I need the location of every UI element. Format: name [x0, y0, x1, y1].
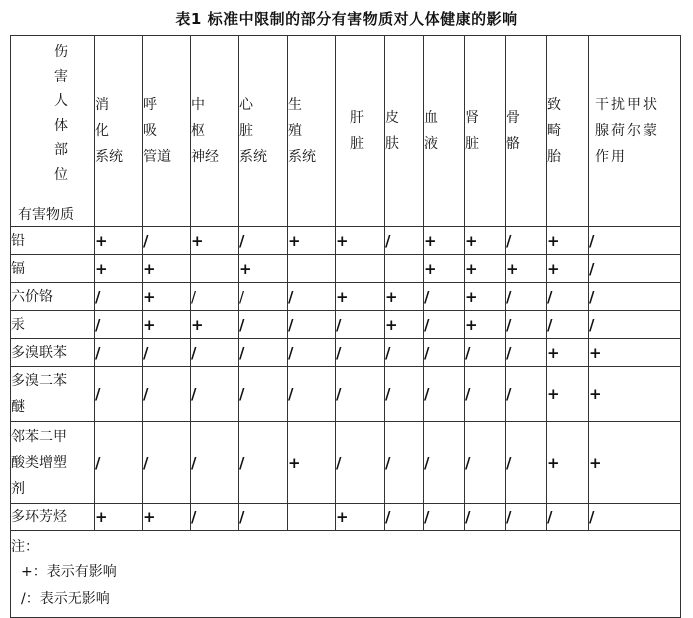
effect-cell: / [191, 422, 239, 504]
column-header-line: 神经 [191, 149, 219, 165]
column-header-line: 血 [424, 110, 438, 126]
column-header-line: 系统 [95, 149, 123, 165]
table-row [11, 504, 681, 531]
effect-cell: / [424, 339, 465, 367]
effect-cell: / [95, 283, 143, 311]
effect-cell: + [239, 255, 288, 283]
effect-cell: + [547, 367, 589, 422]
effect-cell: + [95, 504, 143, 531]
effect-cell: + [143, 283, 191, 311]
effect-cell: / [239, 422, 288, 504]
column-header-line: 脏 [465, 136, 479, 152]
effect-cell: + [143, 504, 191, 531]
table-row [11, 339, 681, 367]
notes-cell [11, 531, 681, 618]
column-header-line: 胎 [547, 149, 561, 165]
effect-cell: / [191, 283, 239, 311]
header-corner-cell [11, 36, 95, 227]
effect-cell: + [465, 227, 506, 255]
effect-cell: + [288, 422, 336, 504]
column-header-line: 心 [239, 97, 253, 113]
substance-name [11, 311, 95, 339]
effect-cell: + [385, 311, 424, 339]
column-header [465, 36, 506, 227]
effect-cell: / [239, 339, 288, 367]
effect-cell: / [191, 504, 239, 531]
column-header-line: 作用 [595, 149, 627, 165]
column-header [288, 36, 336, 227]
effect-cell: / [239, 227, 288, 255]
effect-cell: / [465, 504, 506, 531]
effect-cell: + [424, 227, 465, 255]
corner-body-part-label [50, 40, 72, 188]
column-header-line: 肤 [385, 136, 399, 152]
corner-substance-label: 有害物质 [18, 207, 74, 223]
table-row [11, 367, 681, 422]
effect-cell: / [589, 311, 681, 339]
effect-cell: + [547, 227, 589, 255]
effect-cell: / [385, 367, 424, 422]
effect-cell: / [506, 504, 547, 531]
substance-name-line: 醚 [11, 399, 25, 415]
column-header-line: 吸 [143, 123, 157, 139]
effect-cell: + [191, 311, 239, 339]
effect-cell: / [336, 367, 385, 422]
substance-name [11, 504, 95, 531]
effect-cell: + [589, 422, 681, 504]
effect-cell: / [589, 504, 681, 531]
column-header [143, 36, 191, 227]
substance-name [11, 255, 95, 283]
effect-cell: + [336, 283, 385, 311]
column-header-line: 呼 [143, 97, 157, 113]
column-header-line: 管道 [143, 149, 171, 165]
effect-cell: + [288, 227, 336, 255]
effect-cell: + [547, 255, 589, 283]
column-header-line: 肾 [465, 110, 479, 126]
substance-name [11, 227, 95, 255]
hazard-table [10, 35, 681, 618]
effect-cell: / [288, 367, 336, 422]
effect-cell: + [191, 227, 239, 255]
effect-cell: / [506, 339, 547, 367]
effect-cell: / [143, 422, 191, 504]
effect-cell: / [191, 339, 239, 367]
effect-cell: + [465, 283, 506, 311]
corner-body-part-char: 体 [54, 117, 68, 134]
effect-cell: / [143, 339, 191, 367]
substance-name-line: 多溴联苯 [11, 344, 67, 361]
table-title: 表1 标准中限制的部分有害物质对人体健康的影响 [175, 10, 518, 28]
column-header-line: 脏 [350, 136, 364, 152]
substance-name-line: 剂 [11, 480, 25, 497]
substance-name-line: 汞 [11, 316, 25, 333]
effect-cell: / [506, 422, 547, 504]
effect-cell: / [239, 504, 288, 531]
column-header-line: 中 [191, 97, 205, 113]
substance-name-line: 酸类增塑 [11, 454, 67, 471]
effect-cell: / [239, 311, 288, 339]
effect-cell: / [465, 422, 506, 504]
column-header [385, 36, 424, 227]
effect-cell: / [336, 422, 385, 504]
effect-cell: + [336, 227, 385, 255]
column-header-line: 消 [95, 97, 109, 113]
effect-cell: / [288, 283, 336, 311]
effect-cell: / [288, 339, 336, 367]
effect-cell: / [336, 339, 385, 367]
notes-affects-line: +：表示有影响 [21, 564, 117, 580]
effect-cell: / [95, 422, 143, 504]
substance-name [11, 283, 95, 311]
effect-cell: / [506, 367, 547, 422]
corner-body-part-char: 伤 [54, 44, 68, 60]
effect-cell: + [95, 255, 143, 283]
effect-cell: / [239, 367, 288, 422]
substance-name-line: 多环芳烃 [11, 509, 67, 525]
effect-cell: / [506, 227, 547, 255]
effect-cell: / [424, 311, 465, 339]
column-header [95, 36, 143, 227]
column-header-line: 系统 [288, 149, 316, 165]
effect-cell [336, 255, 385, 283]
effect-cell: / [547, 283, 589, 311]
substance-name [11, 422, 95, 504]
effect-cell: / [506, 283, 547, 311]
effect-cell: + [95, 227, 143, 255]
column-header-line: 骨 [506, 110, 520, 126]
effect-cell: + [385, 283, 424, 311]
column-header-line: 殖 [288, 123, 302, 139]
effect-cell: + [424, 255, 465, 283]
column-header-line: 干扰甲状 [595, 97, 659, 113]
substance-name [11, 367, 95, 422]
column-header [424, 36, 465, 227]
effect-cell: + [547, 422, 589, 504]
column-header-line: 骼 [506, 136, 520, 152]
effect-cell [385, 255, 424, 283]
table-row [11, 227, 681, 255]
header-row [11, 36, 681, 227]
effect-cell: / [547, 504, 589, 531]
effect-cell: / [143, 367, 191, 422]
effect-cell: / [336, 311, 385, 339]
effect-cell: / [424, 504, 465, 531]
effect-cell: / [288, 311, 336, 339]
substance-name-line: 铅 [11, 232, 25, 249]
substance-name-line: 多溴二苯 [11, 373, 67, 389]
effect-cell: / [385, 504, 424, 531]
corner-body-part-char: 位 [54, 166, 68, 183]
column-header-line: 生 [288, 97, 302, 113]
effect-cell: / [143, 227, 191, 255]
corner-body-part-char: 害 [54, 68, 68, 85]
effect-cell: + [589, 367, 681, 422]
effect-cell: / [95, 311, 143, 339]
column-header [191, 36, 239, 227]
effect-cell: / [95, 339, 143, 367]
column-header-line: 皮 [385, 110, 399, 126]
substance-name-line: 邻苯二甲 [11, 428, 67, 445]
effect-cell: + [143, 311, 191, 339]
effect-cell [288, 504, 336, 531]
effect-cell [191, 255, 239, 283]
table-row [11, 283, 681, 311]
effect-cell: + [465, 255, 506, 283]
column-header-line: 化 [95, 123, 109, 139]
effect-cell: + [589, 339, 681, 367]
column-header [506, 36, 547, 227]
effect-cell: / [385, 339, 424, 367]
effect-cell [288, 255, 336, 283]
corner-body-part-char: 部 [54, 142, 68, 159]
effect-cell: / [385, 227, 424, 255]
column-header-line: 枢 [191, 123, 205, 139]
table-row [11, 255, 681, 283]
effect-cell: / [465, 367, 506, 422]
effect-cell: / [385, 422, 424, 504]
effect-cell: / [506, 311, 547, 339]
notes-heading: 注： [11, 539, 39, 555]
substance-name-line: 六价铬 [11, 288, 53, 305]
effect-cell: / [424, 422, 465, 504]
effect-cell: + [143, 255, 191, 283]
effect-cell: + [547, 339, 589, 367]
effect-cell: / [547, 311, 589, 339]
column-header [239, 36, 288, 227]
column-header [547, 36, 589, 227]
effect-cell: / [465, 339, 506, 367]
effect-cell: / [424, 367, 465, 422]
effect-cell: / [239, 283, 288, 311]
substance-name [11, 339, 95, 367]
effect-cell: / [589, 255, 681, 283]
column-header-line: 液 [424, 136, 438, 152]
effect-cell: + [465, 311, 506, 339]
column-header-line: 腺荷尔蒙 [595, 123, 659, 139]
effect-cell: / [95, 367, 143, 422]
column-header-line: 系统 [239, 149, 267, 165]
effect-cell: / [589, 227, 681, 255]
corner-body-part-char: 人 [54, 93, 68, 110]
column-header [589, 36, 681, 227]
effect-cell: / [589, 283, 681, 311]
effect-cell: + [336, 504, 385, 531]
column-header-line: 脏 [239, 123, 253, 139]
table-row [11, 422, 681, 504]
table-row [11, 311, 681, 339]
column-header [336, 36, 385, 227]
effect-cell: + [506, 255, 547, 283]
column-header-line: 致 [547, 97, 561, 113]
substance-name-line: 镉 [11, 260, 25, 277]
column-header-line: 畸 [547, 123, 561, 139]
effect-cell: / [191, 367, 239, 422]
effect-cell: / [424, 283, 465, 311]
column-header-line: 肝 [350, 110, 364, 126]
notes-no-effect-line: /：表示无影响 [21, 591, 110, 607]
